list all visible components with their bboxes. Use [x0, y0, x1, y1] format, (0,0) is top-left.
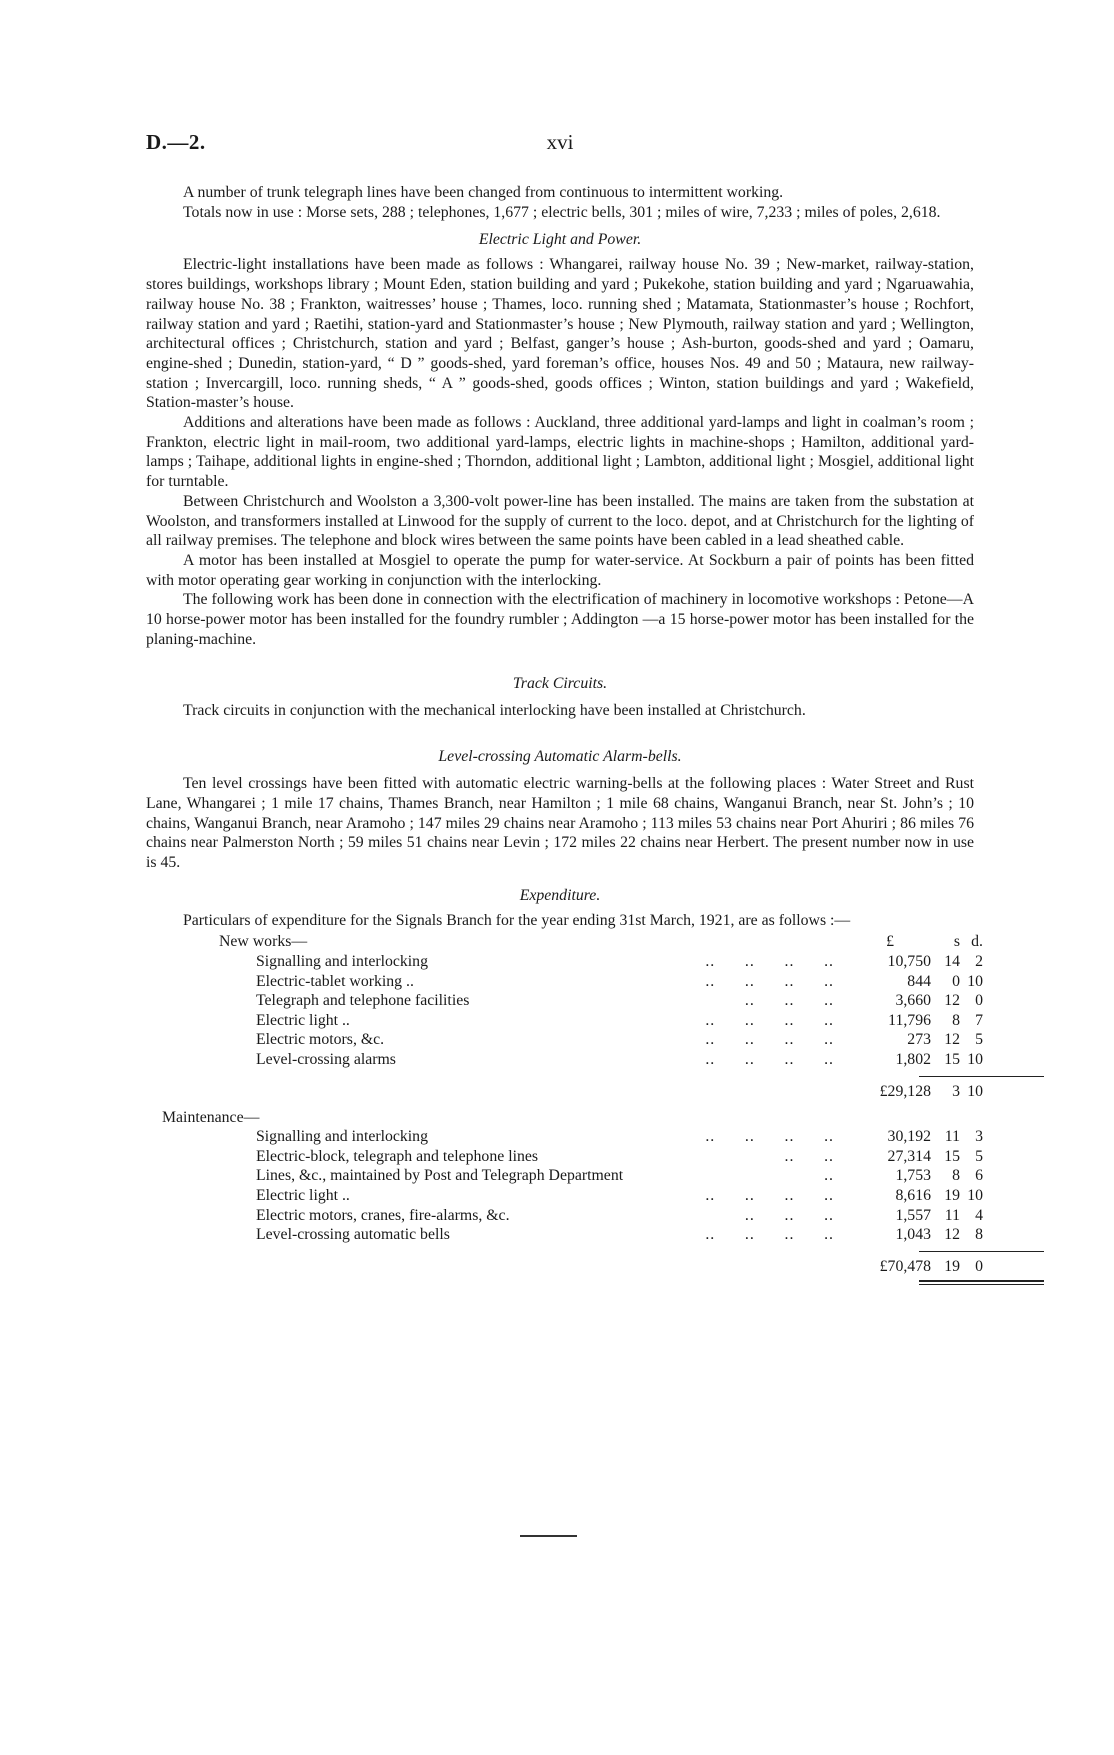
amount-pounds: 30,192 [887, 1128, 931, 1146]
amount-shillings: 11 [944, 1128, 960, 1146]
amount-pence: 6 [975, 1167, 983, 1185]
table-header-row [146, 932, 983, 952]
paragraph-level-crossing: Ten level crossings have been fitted with automatic electric warning-bells at the following places : Water Street and Rust Lane, Whangarei ; 1 mile 17 chains, Thames Branch, near Hamilton ; 1 mile 68 chains, Wanganui Branch, near St. John’s ; 10 chains, Wanganui Branch, near Aramoho ; 147 miles 29 chains near Aramoho ; 113 miles 53 chains near Port Ahuriri ; 86 miles 76 chains near Palmerston North ; 59 miles 51 chains near Levin ; 172 miles 22 chains near Herbert. The present number now in use is 45. [146, 775, 974, 871]
table-row [146, 1127, 983, 1147]
amount-pounds: 1,557 [895, 1206, 931, 1224]
grand-total-rule [919, 1251, 1044, 1252]
amount-shillings: 15 [944, 1050, 960, 1068]
paragraph-track-circuits: Track circuits in conjunction with the mechanical interlocking have been installed at Christchurch. [183, 702, 806, 720]
row-label: Electric-block, telegraph and telephone lines [256, 1147, 539, 1165]
row-label: Electric motors, &c. [256, 1031, 385, 1049]
new-works-label: New works— [219, 933, 308, 951]
table-row [146, 991, 983, 1011]
amount-pounds: 3,660 [895, 992, 931, 1010]
section-heading-electric: Electric Light and Power. [478, 231, 642, 249]
paragraph-electric-additions: Additions and alterations have been made as follows : Auckland, three additional yard-lamps and light in coalman’s room ; Frankton, electric light in mail-room, two additional yard-lamps, electric lights in machine-shops ; Hamilton, additional yard-lamps ; Taihape, additional lights in engine-shed ; Thorndon, additional light ; Lambton, additional light ; Mosgiel, additional light for turntable. [146, 414, 974, 491]
leader-dots: .. .. .. .. [705, 1128, 834, 1146]
amount-pounds: 844 [907, 972, 931, 990]
amount-pence: 7 [975, 1011, 983, 1029]
section-heading-level-crossing: Level-crossing Automatic Alarm-bells. [438, 748, 682, 766]
table-row [146, 1225, 983, 1245]
page-number: xvi [546, 130, 574, 154]
leader-dots: .. .. [749, 1147, 834, 1165]
amount-pence: 5 [975, 1147, 983, 1165]
new-works-rows [146, 952, 983, 1070]
row-label: Electric-tablet working .. [256, 972, 414, 990]
table-row [146, 952, 983, 972]
row-label: Level-crossing alarms [256, 1050, 396, 1068]
leader-dots: .. .. .. .. [705, 1186, 834, 1204]
amount-pounds: 1,043 [895, 1226, 931, 1244]
amount-shillings: 8 [952, 1167, 960, 1185]
maintenance-label: Maintenance— [162, 1108, 260, 1126]
paragraph-telegraph-lines: A number of trunk telegraph lines have been changed from continuous to intermittent working. [183, 184, 784, 201]
table-row [146, 1011, 983, 1031]
amount-shillings: 14 [944, 952, 960, 970]
leader-dots: .. .. .. .. [705, 1050, 834, 1068]
row-label: Electric motors, cranes, fire-alarms, &c. [256, 1206, 510, 1224]
amount-shillings: 12 [944, 992, 960, 1010]
leader-dots: .. .. .. .. [705, 972, 834, 990]
table-row [146, 1206, 983, 1226]
paragraph-electric-installations: Electric-light installations have been made as follows : Whangarei, railway house No. 39 ; New-market, railway-station, stores buildings, workshops library ; Mount Eden, station building and yard ; Pukekohe, station building and yard ; Ngaruawahia, railway house No. 38 ; Frankton, waitresses’ house ; Thames, loco. running shed ; Matamata, Stationmaster’s house ; Rochfort, railway station and yard ; Raetihi, station-yard and Stationmaster’s house ; New Plymouth, railway station and yard ; Wellington, architectural offices ; Christchurch, station and yard ; Belfast, ganger’s house ; Ash-burton, goods-shed and yard ; Oamaru, engine-shed ; Dunedin, station-yard, “ D ” goods-shed, yard foreman’s office, houses Nos. 49 and 50 ; Mataura, new railway-station ; Invercargill, loco. running sheds, “ A ” goods-shed, goods offices ; Winton, station buildings and yard ; Wakefield, Station-master’s house. [146, 256, 974, 412]
subtotal-rule [919, 1076, 1044, 1077]
amount-pence: 4 [975, 1206, 983, 1224]
amount-shillings: 11 [944, 1206, 960, 1224]
row-label: Level-crossing automatic bells [256, 1226, 450, 1244]
amount-pence: 2 [975, 952, 983, 970]
row-label: Electric light .. [256, 1011, 350, 1029]
section-heading-track: Track Circuits. [512, 675, 608, 693]
amount-shillings: 0 [952, 972, 960, 990]
leader-dots: .. .. .. [710, 992, 834, 1010]
table-row [146, 1030, 983, 1050]
row-label: Signalling and interlocking [256, 952, 428, 970]
amount-pence: 10 [967, 1050, 983, 1068]
paragraph-totals: Totals now in use : Morse sets, 288 ; telephones, 1,677 ; electric bells, 301 ; miles of wire, 7,233 ; miles of poles, 2,618. [183, 203, 941, 221]
amount-shillings: 8 [952, 1011, 960, 1029]
footer-rule [520, 1535, 577, 1537]
expenditure-table [146, 932, 983, 1286]
amount-pounds: 10,750 [887, 952, 931, 970]
maintenance-header-row [146, 1108, 974, 1128]
amount-pence: 10 [967, 972, 983, 990]
table-row [146, 1050, 983, 1070]
table-row [146, 1147, 983, 1167]
page-header [146, 130, 974, 160]
section-heading-expenditure: Expenditure. [519, 886, 601, 904]
table-row [146, 1186, 983, 1206]
grand-total-shillings: 19 [944, 1257, 960, 1275]
leader-dots: .. .. .. .. [705, 952, 834, 970]
leader-dots: .. [814, 1167, 834, 1185]
document-reference: D.—2. [146, 130, 206, 154]
table-row [146, 1166, 983, 1186]
column-pence: d. [971, 933, 983, 951]
amount-pounds: 11,796 [888, 1011, 931, 1029]
amount-pence: 10 [967, 1186, 983, 1204]
paragraph-electric-powerline: Between Christchurch and Woolston a 3,300-volt power-line has been installed. The mains are taken from the substation at Woolston, and transformers installed at Linwood for the supply of current to the loco. depot, and at Christchurch for the lighting of all railway premises. The telephone and block wires between the same points have been cabled in a lead sheathed cable. [146, 492, 974, 550]
row-label: Telegraph and telephone facilities [256, 992, 470, 1010]
column-pounds: £ [886, 933, 894, 951]
amount-pence: 8 [975, 1226, 983, 1244]
leader-dots: .. .. .. .. [705, 1226, 834, 1244]
row-label: Lines, &c., maintained by Post and Telegraph Department [256, 1167, 624, 1185]
amount-pounds: 8,616 [895, 1186, 931, 1204]
paragraph-electric-motor: A motor has been installed at Mosgiel to operate the pump for water-service. At Sockburn a pair of points has been fitted with motor operating gear working in conjunction with the interlocking. [146, 551, 974, 589]
table-row [146, 972, 983, 992]
row-label: Electric light .. [256, 1186, 350, 1204]
new-works-total-pounds: £29,128 [879, 1082, 931, 1100]
grand-total-row [146, 1257, 983, 1279]
amount-pence: 5 [975, 1031, 983, 1049]
amount-shillings: 19 [944, 1186, 960, 1204]
document-body [146, 183, 983, 1287]
amount-shillings: 12 [944, 1031, 960, 1049]
leader-dots: .. .. .. .. [705, 1031, 834, 1049]
leader-dots: .. .. .. [744, 1206, 834, 1224]
new-works-total-pence: 10 [967, 1082, 983, 1100]
column-shillings: s [953, 933, 960, 951]
paragraph-expenditure: Particulars of expenditure for the Signals Branch for the year ending 31st March, 1921, are as follows :— [183, 911, 851, 929]
amount-shillings: 12 [944, 1226, 960, 1244]
amount-pence: 0 [975, 992, 983, 1010]
grand-total-pence: 0 [975, 1257, 983, 1275]
maintenance-rows [146, 1127, 983, 1245]
double-rule-bottom [919, 1284, 1044, 1285]
amount-pounds: 1,753 [895, 1167, 931, 1185]
row-label: Signalling and interlocking [256, 1128, 428, 1146]
amount-pence: 3 [975, 1128, 983, 1146]
grand-total-pounds: £70,478 [879, 1257, 931, 1275]
double-rule-top [919, 1280, 1044, 1282]
amount-pounds: 273 [907, 1031, 931, 1049]
amount-pounds: 1,802 [895, 1050, 931, 1068]
leader-dots: .. .. .. .. [705, 1011, 834, 1029]
new-works-total-row [146, 1082, 983, 1108]
paragraph-electric-workshops: The following work has been done in connection with the electrification of machinery in locomotive workshops : Petone—A 10 horse-power motor has been installed for the foundry rumbler ; Addington —a 15 horse-power motor has been installed for the planing-machine. [146, 591, 974, 648]
new-works-total-shillings: 3 [952, 1082, 960, 1100]
amount-pounds: 27,314 [887, 1147, 931, 1165]
amount-shillings: 15 [944, 1147, 960, 1165]
